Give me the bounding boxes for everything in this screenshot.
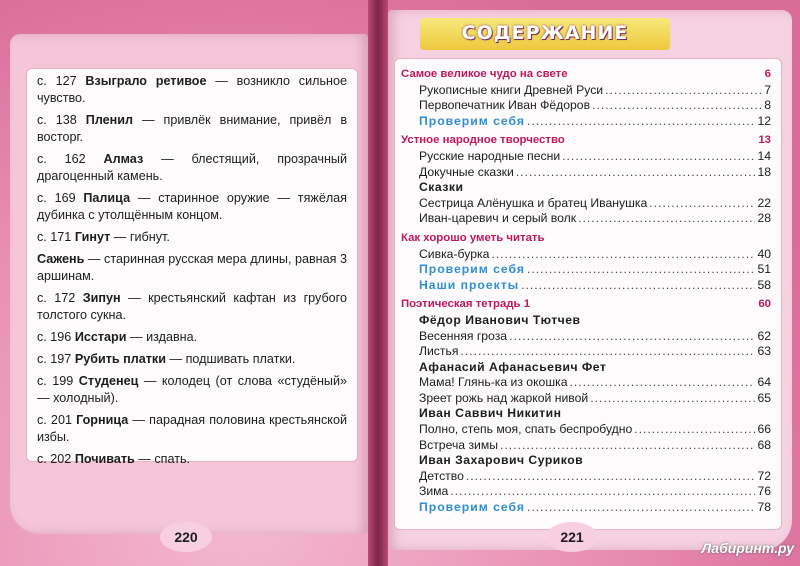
toc-title: Сестрица Алёнушка и братец Иванушка	[419, 195, 648, 210]
toc-title: Детство	[419, 468, 464, 483]
toc-leader-dots	[491, 247, 755, 263]
toc-title: Самое великое чудо на свете	[401, 68, 568, 80]
toc-page-number: 68	[757, 437, 771, 452]
toc-title: Фёдор Иванович Тютчев	[419, 312, 581, 327]
glossary-page-ref: с. 127	[37, 74, 77, 88]
toc-page-number: 72	[757, 468, 771, 483]
glossary-page-ref: с. 199	[37, 374, 74, 388]
toc-title: Встреча зимы	[419, 437, 499, 452]
glossary-entry	[37, 290, 347, 324]
toc-list	[395, 59, 781, 516]
toc-item	[401, 329, 771, 345]
toc-section	[401, 129, 771, 149]
toc-item	[401, 98, 771, 114]
toc-item	[401, 149, 771, 165]
toc-check	[401, 500, 771, 516]
toc-title: Как хорошо уметь читать	[401, 231, 545, 244]
toc-title: Иван-царевич и серый волк	[419, 211, 577, 226]
toc-title: Проверим себя	[419, 500, 525, 515]
glossary-term: Сажень	[37, 252, 85, 266]
right-page-number: 221	[546, 522, 598, 552]
glossary-page-ref: с. 171	[37, 230, 72, 244]
toc-section	[401, 293, 771, 313]
toc-item	[401, 375, 771, 391]
toc-item	[401, 469, 771, 485]
toc-page-number: 18	[757, 164, 771, 179]
glossary-term: Алмаз	[103, 152, 144, 166]
toc-leader-dots	[562, 149, 755, 165]
glossary-page-ref: с. 172	[37, 291, 76, 305]
glossary-entry	[37, 151, 347, 185]
toc-leader-dots	[460, 344, 755, 360]
toc-page-number: 12	[757, 113, 771, 128]
toc-title: Наши проекты	[419, 277, 520, 292]
glossary-entry	[37, 112, 347, 146]
toc-leader-dots	[649, 196, 755, 212]
toc-page-number: 8	[764, 98, 771, 113]
glossary-entry	[37, 190, 347, 224]
glossary-page-ref: с. 202	[37, 452, 72, 466]
glossary-page-ref: с. 197	[37, 352, 72, 366]
glossary-definition: — старинная русская мера длины, равная 3 аршинам.	[37, 252, 347, 283]
toc-author	[401, 360, 771, 376]
toc-item	[401, 247, 771, 263]
glossary-definition: — подшивать платки.	[165, 352, 296, 366]
toc-title: Первопечатник Иван Фёдоров	[419, 98, 591, 113]
toc-section	[401, 227, 771, 247]
toc-page-number: 62	[757, 328, 771, 343]
glossary-definition: — возникло сильное чувство.	[37, 74, 347, 105]
glossary-entry	[37, 412, 347, 446]
toc-leader-dots	[590, 391, 755, 407]
glossary-definition: — колодец (от слова «студёный» — холодный).	[37, 374, 347, 405]
toc-page-number: 78	[757, 500, 771, 515]
toc-title: Устное народное творчество	[401, 134, 565, 147]
toc-title: Зреет рожь над жаркой нивой	[419, 390, 589, 405]
toc-item	[401, 438, 771, 454]
glossary-page-ref: с. 138	[37, 113, 77, 127]
glossary-page-ref: с. 169	[37, 191, 76, 205]
toc-page-number: 13	[758, 134, 771, 147]
toc-author	[401, 180, 771, 196]
glossary-term: Палица	[83, 191, 131, 205]
toc-check	[401, 262, 771, 278]
glossary-term: Рубить платки	[74, 352, 166, 366]
glossary-entry	[37, 373, 347, 407]
contents-title-band	[420, 18, 670, 50]
toc-title: Зима	[419, 484, 449, 499]
glossary-page-ref: с. 196	[37, 330, 72, 344]
toc-page-number: 51	[757, 262, 771, 277]
toc-author	[401, 406, 771, 422]
toc-item	[401, 165, 771, 181]
toc-leader-dots	[516, 165, 756, 181]
glossary-entry	[37, 251, 347, 285]
toc-page-number: 65	[757, 390, 771, 405]
glossary-term: Горница	[76, 413, 129, 427]
toc-title: Афанасий Афанасьевич Фет	[419, 359, 607, 374]
contents-title: СОДЕРЖАНИЕ	[461, 22, 629, 44]
toc-title: Сказки	[419, 180, 464, 195]
toc-author	[401, 453, 771, 469]
glossary-term: Гинут	[74, 230, 111, 244]
toc-item	[401, 344, 771, 360]
glossary-definition: — гибнут.	[110, 230, 170, 244]
glossary-term: Пленил	[85, 113, 134, 127]
glossary-definition: — издавна.	[126, 330, 198, 344]
toc-title: Полно, степь моя, спать беспробудно	[419, 422, 633, 437]
toc-page-number: 66	[757, 422, 771, 437]
toc-page-number: 63	[757, 344, 771, 359]
glossary-definition: — старинное оружие — тяжёлая дубинка с утолщённым концом.	[37, 191, 347, 222]
toc-title: Поэтическая тетрадь 1	[401, 298, 531, 311]
toc-title: Иван Захарович Суриков	[419, 453, 584, 468]
toc-leader-dots	[466, 469, 756, 485]
left-page-number: 220	[160, 522, 212, 552]
toc-leader-dots	[527, 500, 755, 516]
glossary-entry	[37, 329, 347, 346]
toc-leader-dots	[500, 438, 755, 454]
toc-page-number: 40	[757, 246, 771, 261]
toc-leader-dots	[527, 262, 755, 278]
toc-page-number: 7	[764, 82, 771, 97]
glossary-term: Студенец	[78, 374, 139, 388]
toc-title: Докучные сказки	[419, 164, 514, 179]
toc-leader-dots	[592, 98, 762, 114]
toc-section	[401, 63, 771, 83]
glossary-panel	[26, 68, 358, 466]
glossary-page-ref: с. 201	[37, 413, 72, 427]
toc-page-number: 28	[757, 211, 771, 226]
glossary-definition: — крестьянский кафтан из грубого толстого сукна.	[37, 291, 348, 322]
toc-title: Проверим себя	[419, 262, 525, 277]
toc-leader-dots	[450, 484, 755, 500]
toc-page-number: 22	[757, 195, 771, 210]
glossary-definition: — спать.	[134, 452, 191, 466]
glossary-definition: — парадная половина крестьянской избы.	[37, 413, 347, 444]
toc-title: Листья	[419, 344, 459, 359]
book-gutter	[368, 0, 388, 566]
glossary-list	[27, 69, 357, 468]
toc-title: Мама! Глянь-ка из окошка	[419, 375, 568, 390]
toc-page-number: 64	[757, 375, 771, 390]
glossary-entry	[37, 451, 347, 468]
glossary-term: Зипун	[82, 291, 121, 305]
toc-item	[401, 391, 771, 407]
toc-page-number: 14	[757, 148, 771, 163]
toc-page-number: 58	[757, 277, 771, 292]
toc-leader-dots	[578, 211, 755, 227]
toc-page-number: 60	[758, 298, 771, 311]
glossary-entry	[37, 229, 347, 246]
toc-item	[401, 484, 771, 500]
toc-check	[401, 278, 771, 294]
toc-page-number: 6	[764, 68, 771, 80]
toc-leader-dots	[634, 422, 755, 438]
toc-item	[401, 83, 771, 99]
toc-author	[401, 313, 771, 329]
watermark-logo: Лабиринт.ру	[701, 540, 794, 556]
toc-title: Русские народные песни	[419, 148, 561, 163]
toc-leader-dots	[605, 83, 762, 99]
toc-item	[401, 196, 771, 212]
glossary-definition: — привлёк внимание, привёл в восторг.	[37, 113, 348, 144]
toc-title: Иван Саввич Никитин	[419, 406, 562, 421]
glossary-term: Взыграло ретивое	[85, 74, 207, 88]
toc-leader-dots	[521, 278, 755, 294]
glossary-term: Исстари	[74, 330, 127, 344]
toc-title: Рукописные книги Древней Руси	[419, 82, 604, 97]
toc-title: Сивка-бурка	[419, 246, 490, 261]
toc-title: Весенняя гроза	[419, 328, 508, 343]
toc-page-number: 76	[757, 484, 771, 499]
toc-item	[401, 422, 771, 438]
glossary-page-ref: с. 162	[37, 152, 86, 166]
toc-item	[401, 211, 771, 227]
toc-check	[401, 114, 771, 130]
glossary-definition: — блестящий, прозрачный драгоценный камень.	[37, 152, 348, 183]
toc-title: Проверим себя	[419, 113, 525, 128]
toc-panel	[394, 58, 782, 530]
toc-leader-dots	[509, 329, 755, 345]
toc-leader-dots	[527, 114, 755, 130]
glossary-entry	[37, 73, 347, 107]
toc-leader-dots	[570, 375, 756, 391]
glossary-entry	[37, 351, 347, 368]
glossary-term: Почивать	[74, 452, 135, 466]
